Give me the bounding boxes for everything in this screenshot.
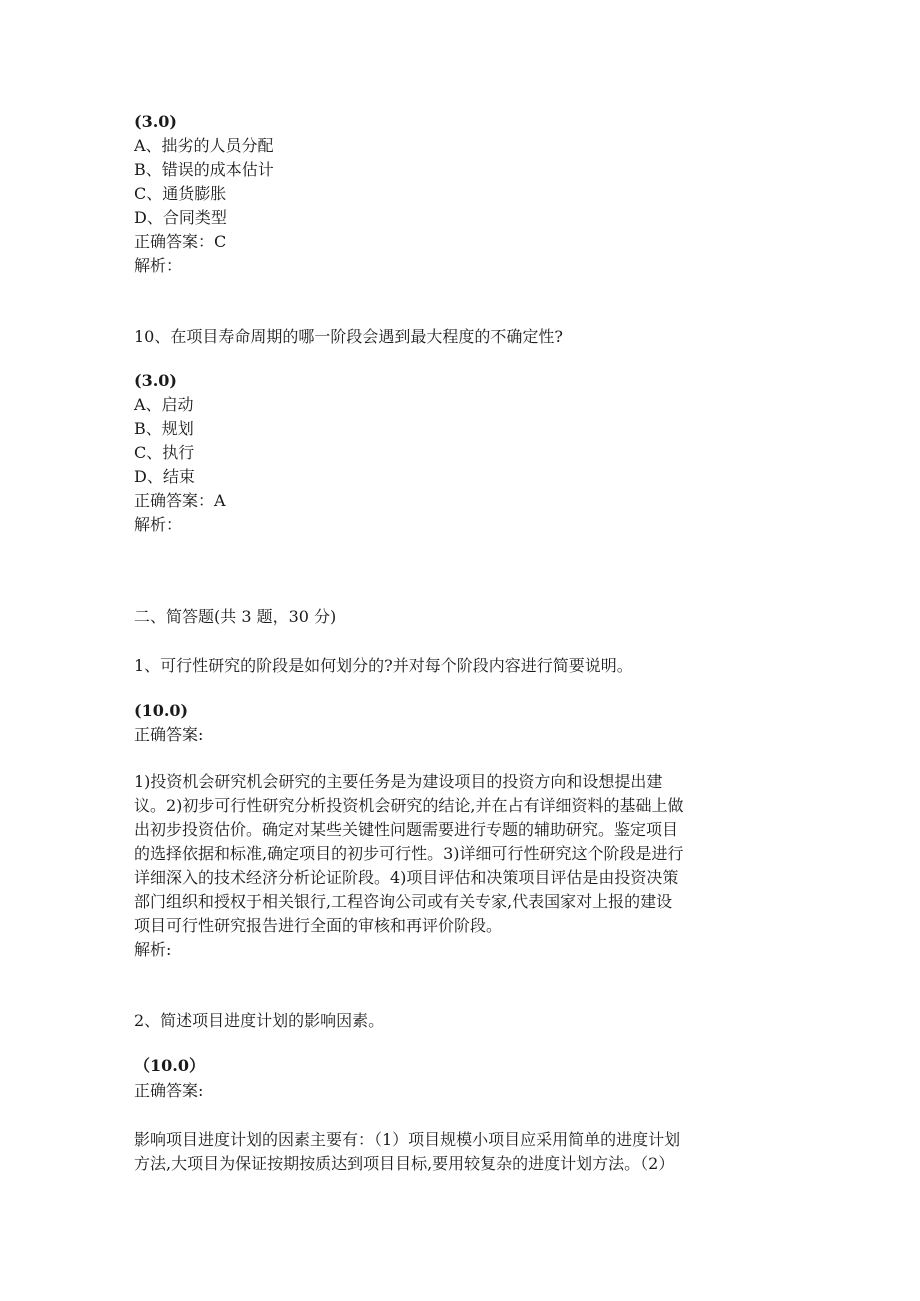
sq1-answer-text [134, 770, 784, 938]
sq1-answer-line: 议。2)初步可行性研究分析投资机会研究的结论,并在占有详细资料的基础上做 [134, 796, 684, 815]
sq2-score: （10.0） [134, 1056, 205, 1075]
sq1-answer-line: 出初步投资估价。确定对某些关键性问题需要进行专题的辅助研究。鉴定项目 [134, 820, 679, 839]
q10-option-a: A、启动 [134, 395, 194, 414]
sq1-answer-line: 详细深入的技术经济分析论证阶段。4)项目评估和决策项目评估是由投资决策 [134, 868, 679, 887]
q10-option-c: C、执行 [134, 443, 195, 462]
sq1-score: (10.0) [134, 701, 189, 720]
sq2-question: 2、简述项目进度计划的影响因素。 [134, 1011, 385, 1030]
sq2-answer-line: 影响项目进度计划的因素主要有：（1）项目规模小项目应采用简单的进度计划 [134, 1130, 681, 1149]
sq1-analysis: 解析: [134, 940, 172, 959]
sq2-answer-text [134, 1128, 784, 1176]
q10-question: 10、在项目寿命周期的哪一阶段会遇到最大程度的不确定性? [134, 327, 563, 346]
q10-option-b: B、规划 [134, 419, 194, 438]
sq1-answer-line: 的选择依据和标准,确定项目的初步可行性。3)详细可行性研究这个阶段是进行 [134, 844, 684, 863]
q9-option-d: D、合同类型 [134, 208, 227, 227]
q9-analysis: 解析： [134, 256, 183, 275]
q9-score: (3.0) [134, 112, 177, 131]
sq1-answer-line: 部门组织和授权于相关银行,工程咨询公司或有关专家,代表国家对上报的建设 [134, 892, 673, 911]
q9-answer: 正确答案：C [134, 232, 227, 251]
q9-option-c: C、通货膨胀 [134, 184, 227, 203]
q9-option-a: A、拙劣的人员分配 [134, 136, 274, 155]
q10-option-d: D、结束 [134, 467, 195, 486]
sq1-answer-line: 1)投资机会研究机会研究的主要任务是为建设项目的投资方向和设想提出建 [134, 772, 663, 791]
sq1-question: 1、可行性研究的阶段是如何划分的?并对每个阶段内容进行简要说明。 [134, 656, 633, 675]
sq2-answer-line: 方法,大项目为保证按期按质达到项目目标,要用较复杂的进度计划方法。（2） [134, 1154, 675, 1173]
section-title: 二、简答题(共 3 题，30 分) [134, 607, 337, 626]
q10-answer: 正确答案：A [134, 491, 226, 510]
sq1-answer-line: 项目可行性研究报告进行全面的审核和再评价阶段。 [134, 916, 503, 935]
q10-score: (3.0) [134, 371, 177, 390]
q10-analysis: 解析： [134, 515, 183, 534]
sq2-answer-label: 正确答案: [134, 1081, 204, 1100]
q9-option-b: B、错误的成本估计 [134, 160, 274, 179]
sq1-answer-label: 正确答案: [134, 725, 204, 744]
